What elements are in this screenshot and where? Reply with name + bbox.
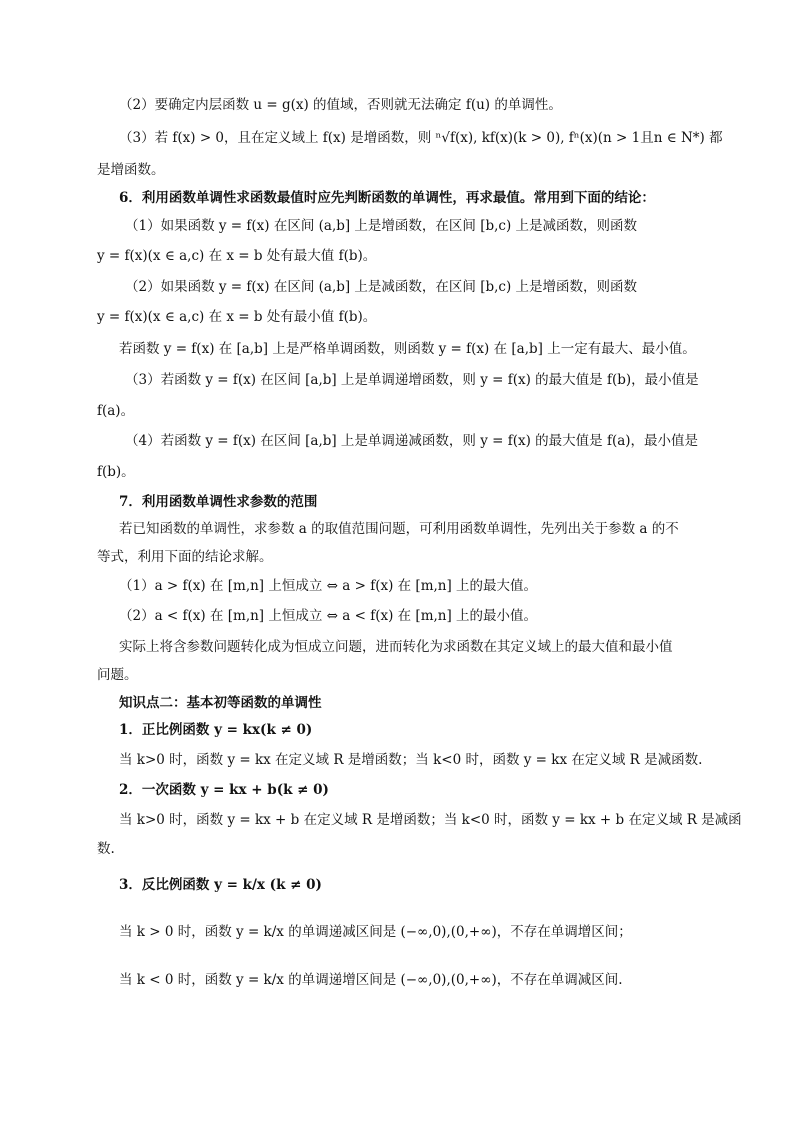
- subsection-heading-2: 2．一次函数 y = kx + b(k ≠ 0): [119, 782, 329, 798]
- text-line-17: （1）a > f(x) 在 [m,n] 上恒成立 ⇔ a > f(x) 在 [m,n] 上的最大值。: [119, 578, 538, 594]
- text-line-1: （2）要确定内层函数 u = g(x) 的值域，否则就无法确定 f(u) 的单调性。: [119, 97, 562, 113]
- text-line-5: （1）如果函数 y = f(x) 在区间 (a,b] 上是增函数，在区间 [b,c) 上是减函数，则函数: [125, 218, 638, 234]
- text-line-23: 当 k>0 时，函数 y = kx 在定义域 R 是增函数；当 k<0 时，函数 y = kx 在定义域 R 是减函数.: [119, 752, 703, 768]
- text-line-28: 当 k > 0 时，函数 y = k/x 的单调递减区间是 (−∞,0),(0,+∞)，不存在单调增区间；: [119, 924, 632, 940]
- subsection-heading-3: 3．反比例函数 y = k/x (k ≠ 0): [119, 877, 322, 893]
- text-line-11: f(a)。: [97, 403, 135, 419]
- text-line-9: 若函数 y = f(x) 在 [a,b] 上是严格单调函数，则函数 y = f(x) 在 [a,b] 上一定有最大、最小值。: [119, 341, 696, 357]
- text-line-19: 实际上将含参数问题转化成为恒成立问题，进而转化为求函数在其定义域上的最大值和最小值: [119, 639, 673, 655]
- text-line-20: 问题。: [97, 667, 138, 683]
- text-line-8: y = f(x)(x ∈ a,c) 在 x = b 处有最小值 f(b)。: [97, 309, 377, 325]
- text-line-6: y = f(x)(x ∈ a,c) 在 x = b 处有最大值 f(b)。: [97, 248, 377, 264]
- knowledge-point-heading: 知识点二：基本初等函数的单调性: [119, 695, 322, 711]
- text-line-10: （3）若函数 y = f(x) 在区间 [a,b] 上是单调递增函数，则 y = f(x) 的最大值是 f(b)，最小值是: [125, 372, 699, 388]
- text-line-26: 数.: [97, 841, 115, 857]
- text-line-15: 若已知函数的单调性，求参数 a 的取值范围问题，可利用函数单调性，先列出关于参数 a 的不: [119, 521, 679, 537]
- text-line-7: （2）如果函数 y = f(x) 在区间 (a,b] 上是减函数，在区间 [b,c) 上是增函数，则函数: [125, 279, 638, 295]
- text-line-29: 当 k < 0 时，函数 y = k/x 的单调递增区间是 (−∞,0),(0,+∞)，不存在单调减区间.: [119, 972, 623, 988]
- subsection-heading-1: 1．正比例函数 y = kx(k ≠ 0): [119, 722, 313, 738]
- text-line-3: 是增函数。: [97, 162, 165, 178]
- section-heading-6: 6．利用函数单调性求函数最值时应先判断函数的单调性，再求最值。常用到下面的结论：: [119, 190, 655, 206]
- text-line-2: （3）若 f(x) > 0，且在定义域上 f(x) 是增函数，则 ⁿ√f(x), kf(x)(k > 0), fⁿ(x)(n > 1且n ∈ N*) 都: [119, 130, 723, 146]
- text-line-13: f(b)。: [97, 464, 135, 480]
- text-line-18: （2）a < f(x) 在 [m,n] 上恒成立 ⇔ a < f(x) 在 [m,n] 上的最小值。: [119, 608, 538, 624]
- text-line-12: （4）若函数 y = f(x) 在区间 [a,b] 上是单调递减函数，则 y = f(x) 的最大值是 f(a)，最小值是: [125, 433, 699, 449]
- text-line-16: 等式，利用下面的结论求解。: [97, 549, 273, 565]
- text-line-25: 当 k>0 时，函数 y = kx + b 在定义域 R 是增函数；当 k<0 时，函数 y = kx + b 在定义域 R 是减函: [119, 812, 742, 828]
- section-heading-7: 7．利用函数单调性求参数的范围: [119, 494, 318, 510]
